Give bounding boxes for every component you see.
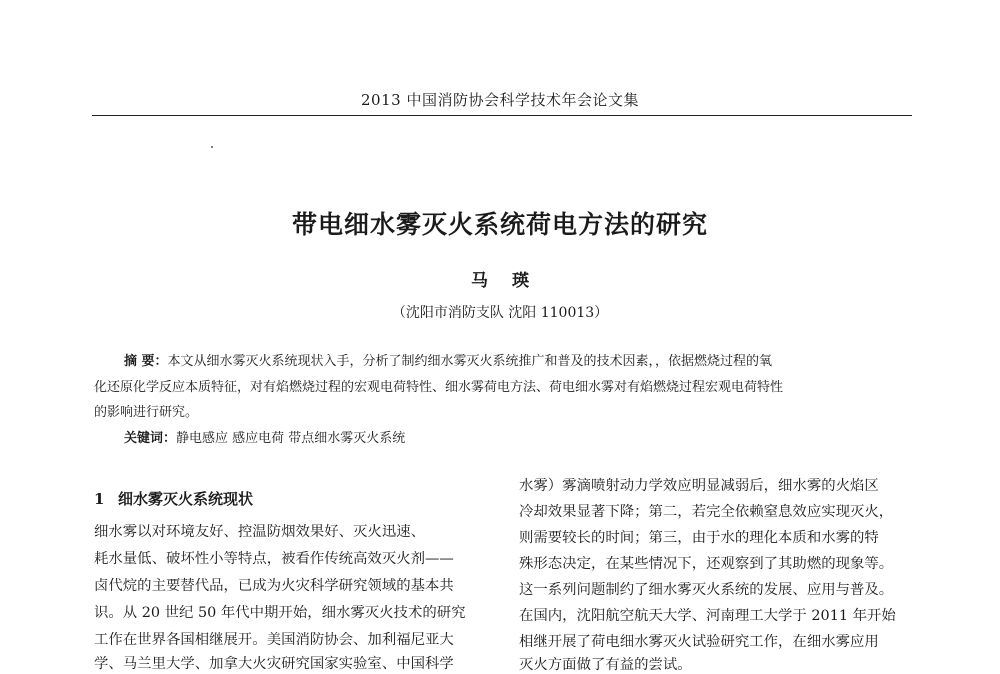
body-left-line: 耗水量低、破坏性小等特点，被看作传统高效灭火剂—— xyxy=(94,551,454,567)
header-rule xyxy=(92,115,912,116)
abstract-line-1 xyxy=(94,350,912,369)
body-left-line: 细水雾以对环境友好、控温防烟效果好、灭火迅速、 xyxy=(94,524,425,540)
running-header: 2013 中国消防协会科学技术年会论文集 xyxy=(361,91,639,109)
body-right-line: 冷却效果显著下降；第二，若完全依赖窒息效应实现灭火， xyxy=(519,504,894,520)
paper-title: 带电细水雾灭火系统荷电方法的研究 xyxy=(291,210,708,239)
body-right-line: 则需要较长的时间；第三，由于水的理化本质和水雾的特 xyxy=(519,530,879,546)
body-right-line: 殊形态决定，在某些情况下，还观察到了其助燃的现象等。 xyxy=(519,556,894,572)
section-heading xyxy=(94,488,253,509)
keywords-label: 关键词： xyxy=(124,431,177,446)
abstract-line-3: 的影响进行研究。 xyxy=(94,405,199,420)
author-affiliation: （沈阳市消防支队 沈阳 110013） xyxy=(391,305,609,321)
abstract-label: 摘 要： xyxy=(124,354,168,369)
author-name: 马 瑛 xyxy=(471,271,529,291)
keywords-text: 静电感应 感应电荷 带点细水雾灭火系统 xyxy=(176,431,406,446)
body-right-line: 灭火方面做了有益的尝试。 xyxy=(519,657,692,673)
body-right-line: 这一系列问题制约了细水雾灭火系统的发展、应用与普及。 xyxy=(519,582,894,598)
section-title: 细水雾灭火系统现状 xyxy=(118,490,254,508)
body-left-line: 卤代烷的主要替代品，已成为火灾科学研究领域的基本共 xyxy=(94,578,454,594)
body-right-line: 在国内，沈阳航空航天大学、河南理工大学于 2011 年开始 xyxy=(519,608,896,624)
body-left-line: 工作在世界各国相继展开。美国消防协会、加利福尼亚大 xyxy=(94,632,454,648)
body-left-line: 学、马兰里大学、加拿大火灾研究国家实验室、中国科学 xyxy=(94,656,454,672)
section-number: 1 xyxy=(94,490,105,508)
body-left-line: 识。从 20 世纪 50 年代中期开始，细水雾灭火技术的研究 xyxy=(94,605,466,621)
keywords-line xyxy=(94,427,912,446)
abstract-line-2: 化还原化学反应本质特征，对有焰燃烧过程的宏观电荷特性、细水雾荷电方法、荷电细水雾对有焰燃烧过程宏观电荷特性 xyxy=(94,380,784,395)
scan-speck xyxy=(211,146,213,148)
body-right-line: 水雾）雾滴喷射动力学效应明显减弱后，细水雾的火焰区 xyxy=(519,478,879,494)
body-right-line: 相继开展了荷电细水雾灭火试验研究工作，在细水雾应用 xyxy=(519,634,879,650)
abstract-text: 本文从细水雾灭火系统现状入手，分析了制约细水雾灭火系统推广和普及的技术因素，，依据燃烧过程的氧 xyxy=(167,354,773,369)
